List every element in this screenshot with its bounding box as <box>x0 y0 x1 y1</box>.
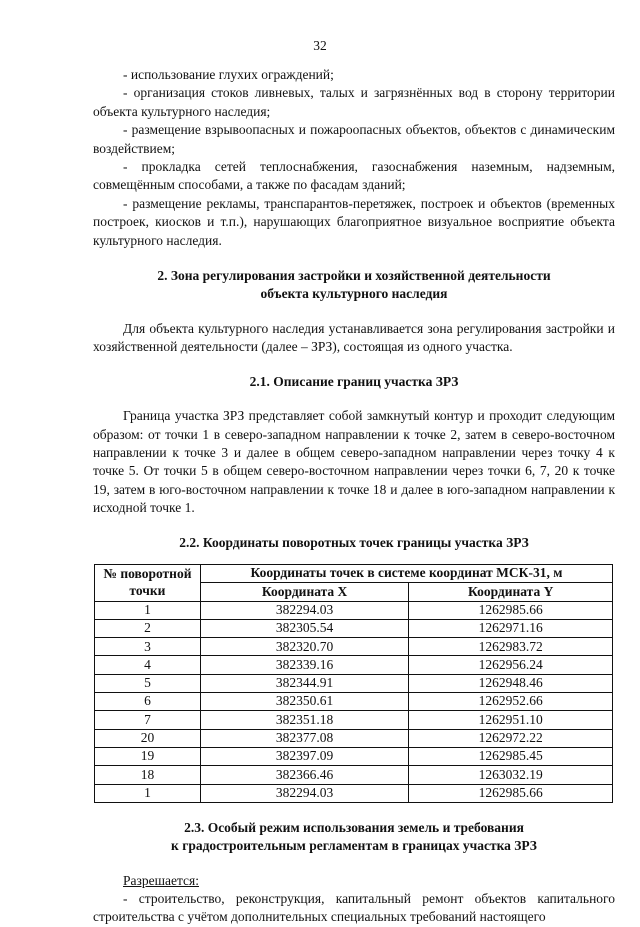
intro-item: - организация стоков ливневых, талых и загрязнённых вод в сторону территории объекта культурного наследия; <box>93 85 615 119</box>
intro-item: - размещение взрывоопасных и пожароопасных объектов, объектов с динамическим воздействием; <box>93 122 615 156</box>
section-2-paragraph: Для объекта культурного наследия устанавливается зона регулирования застройки и хозяйственной деятельности (далее – ЗРЗ), состоящая из одного участка. <box>93 320 615 355</box>
cell-x: 382351.18 <box>200 711 408 729</box>
intro-item: - использование глухих ограждений; <box>123 67 334 82</box>
table-row <box>95 747 613 765</box>
allowed-label: Разрешается: <box>123 872 199 888</box>
col-point-number-header: № поворотной точки <box>95 564 201 601</box>
table-row <box>95 674 613 692</box>
table-row <box>95 766 613 784</box>
page-number: 32 <box>313 38 327 53</box>
cell-x: 382366.46 <box>200 766 408 784</box>
cell-point-number: 18 <box>95 766 201 784</box>
cell-y: 1262972.22 <box>409 729 613 747</box>
cell-point-number: 7 <box>95 711 201 729</box>
section-2-title-line1: 2. Зона регулирования застройки и хозяйственной деятельности <box>157 268 551 284</box>
cell-point-number: 2 <box>95 619 201 637</box>
section-2-1-title: 2.1. Описание границ участка ЗРЗ <box>249 373 459 389</box>
intro-item: - прокладка сетей теплоснабжения, газоснабжения наземным, надземным, совмещённым способами, а также по фасадам зданий; <box>93 159 615 193</box>
cell-x: 382339.16 <box>200 656 408 674</box>
cell-y: 1262951.10 <box>409 711 613 729</box>
cell-y: 1262971.16 <box>409 619 613 637</box>
table-row <box>95 619 613 637</box>
cell-point-number: 4 <box>95 656 201 674</box>
cell-x: 382397.09 <box>200 747 408 765</box>
section-2-2-title: 2.2. Координаты поворотных точек границы участка ЗРЗ <box>179 534 529 550</box>
cell-y: 1262985.66 <box>409 601 613 619</box>
allowed-item: - строительство, реконструкция, капитальный ремонт объектов капитального строительства с учётом дополнительных специальных требований настоящего <box>93 891 615 925</box>
table-row <box>95 784 613 802</box>
coordinates-table <box>94 564 613 803</box>
cell-point-number: 1 <box>95 784 201 802</box>
cell-y: 1262985.45 <box>409 747 613 765</box>
cell-x: 382294.03 <box>200 601 408 619</box>
cell-y: 1263032.19 <box>409 766 613 784</box>
section-2-3-title-line2: к градостроительным регламентам в границах участка ЗРЗ <box>171 838 537 854</box>
col-y-header: Координата Y <box>409 583 613 601</box>
cell-y: 1262956.24 <box>409 656 613 674</box>
table-row <box>95 693 613 711</box>
cell-y: 1262983.72 <box>409 638 613 656</box>
cell-point-number: 1 <box>95 601 201 619</box>
coordinates-table-body <box>95 601 613 802</box>
cell-x: 382377.08 <box>200 729 408 747</box>
cell-point-number: 5 <box>95 674 201 692</box>
cell-point-number: 6 <box>95 693 201 711</box>
col-coordinates-header: Координаты точек в системе координат МСК-31, м <box>200 564 612 582</box>
cell-point-number: 19 <box>95 747 201 765</box>
section-2-1-paragraph: Граница участка ЗРЗ представляет собой замкнутый контур и проходит следующим образом: от точки 1 в северо-западном направлении к точке 2, затем в северо-восточном направлении к точке 3 и далее в общем северо-западном направлении через точку 4 к точке 5. От точки 5 в общем северо-восточном направлении через точки 6, 7, 20 к точке 19, затем в юго-восточном направлении к точке 18 и далее в юго-западном направлении к исходной точке 1. <box>93 408 615 516</box>
table-row <box>95 638 613 656</box>
table-row <box>95 656 613 674</box>
section-2-3-title-line1: 2.3. Особый режим использования земель и требования <box>184 819 524 835</box>
cell-x: 382350.61 <box>200 693 408 711</box>
intro-item: - размещение рекламы, транспарантов-перетяжек, построек и объектов (временных построек, киосков и т.п.), нарушающих благоприятное визуальное восприятие объекта культурного наследия. <box>93 195 615 248</box>
cell-y: 1262952.66 <box>409 693 613 711</box>
cell-x: 382305.54 <box>200 619 408 637</box>
cell-y: 1262948.46 <box>409 674 613 692</box>
table-row <box>95 711 613 729</box>
allowed-label-paragraph <box>93 872 615 890</box>
cell-point-number: 3 <box>95 638 201 656</box>
cell-x: 382344.91 <box>200 674 408 692</box>
page-content <box>93 66 615 927</box>
section-2-title-line2: объекта культурного наследия <box>260 286 448 302</box>
cell-point-number: 20 <box>95 729 201 747</box>
cell-x: 382294.03 <box>200 784 408 802</box>
cell-y: 1262985.66 <box>409 784 613 802</box>
table-row <box>95 601 613 619</box>
cell-x: 382320.70 <box>200 638 408 656</box>
col-x-header: Координата X <box>200 583 408 601</box>
table-row <box>95 729 613 747</box>
